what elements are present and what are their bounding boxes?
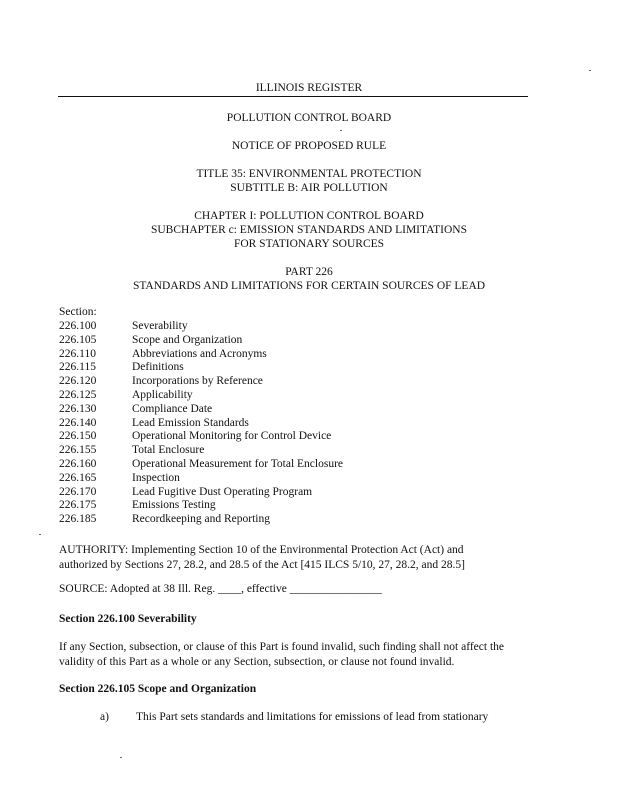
toc-section-title: Lead Emission Standards: [132, 416, 249, 429]
toc-section-number: 226.125: [59, 388, 97, 401]
section-heading: Section 226.100 Severability: [59, 613, 197, 625]
toc-section-title: Operational Measurement for Total Enclosure: [132, 457, 344, 470]
toc-row: [59, 444, 343, 458]
toc-section-title: Compliance Date: [132, 402, 213, 415]
toc-label: Section:: [59, 306, 97, 318]
toc-section-number: 226.150: [59, 430, 97, 443]
register-header: ILLINOIS REGISTER: [255, 82, 363, 94]
board-name: POLLUTION CONTROL BOARD: [226, 112, 392, 124]
toc-row: [59, 513, 343, 527]
toc-section-title: Lead Fugitive Dust Operating Program: [132, 485, 313, 498]
toc-section-number: 226.100: [59, 320, 97, 332]
subsection-text: This Part sets standards and limitations for emissions of lead from stationary: [136, 711, 489, 723]
toc-row: [59, 417, 343, 431]
toc-section-number: 226.115: [59, 361, 96, 374]
part-number: PART 226: [285, 266, 333, 278]
notice-title: NOTICE OF PROPOSED RULE: [231, 140, 387, 152]
source-note: SOURCE: Adopted at 38 Ill. Reg. ____, effective ________________: [59, 583, 382, 595]
subsection-label: a): [100, 711, 109, 723]
toc-row: [59, 458, 343, 472]
toc-section-title: Total Enclosure: [132, 444, 205, 457]
toc-section-number: 226.130: [59, 402, 97, 415]
severability-paragraph: [59, 640, 539, 670]
scan-speck: [120, 757, 122, 758]
toc-section-title: Inspection: [132, 471, 180, 484]
toc-section-title: Abbreviations and Acronyms: [132, 347, 267, 360]
toc-section-title: Severability: [132, 320, 188, 332]
toc-section-title: Operational Monitoring for Control Device: [132, 430, 332, 443]
toc-row: [59, 348, 343, 362]
toc-section-number: 226.170: [59, 485, 97, 498]
toc-row: [59, 375, 343, 389]
toc-row: [59, 486, 343, 500]
chapter-line: CHAPTER I: POLLUTION CONTROL BOARD: [194, 210, 424, 222]
toc-section-number: 226.155: [59, 444, 97, 457]
toc-section-number: 226.120: [59, 375, 97, 388]
toc-section-number: 226.105: [59, 333, 97, 346]
toc-section-number: 226.160: [59, 457, 97, 470]
part-title: STANDARDS AND LIMITATIONS FOR CERTAIN SOURCES OF LEAD: [132, 280, 486, 292]
authority-line: AUTHORITY: Implementing Section 10 of the Environmental Protection Act (Act) and: [59, 544, 464, 556]
toc-section-number: 226.175: [59, 499, 97, 512]
toc-row: [59, 320, 343, 334]
section-heading: Section 226.105 Scope and Organization: [59, 683, 257, 695]
toc-section-title: Scope and Organization: [132, 333, 243, 346]
authority-note: [59, 543, 539, 573]
toc-row: [59, 334, 343, 348]
title-line: TITLE 35: ENVIRONMENTAL PROTECTION: [196, 168, 422, 180]
toc-row: [59, 430, 343, 444]
paragraph-line: validity of this Part as a whole or any Section, subsection, or clause not found invalid.: [59, 656, 455, 668]
toc-row: [59, 403, 343, 417]
subtitle-line: SUBTITLE B: AIR POLLUTION: [230, 182, 388, 194]
subchapter-line: SUBCHAPTER c: EMISSION STANDARDS AND LIMITATIONS: [150, 224, 468, 236]
toc-row: [59, 499, 343, 513]
scan-speck: [589, 70, 591, 71]
scan-speck: [39, 534, 41, 535]
table-of-contents: [59, 320, 343, 527]
toc-section-number: 226.140: [59, 416, 97, 429]
toc-row: [59, 472, 343, 486]
toc-section-title: Definitions: [132, 361, 184, 374]
header-rule: [58, 96, 528, 97]
toc-row: [59, 361, 343, 375]
toc-section-title: Emissions Testing: [132, 499, 216, 512]
toc-row: [59, 389, 343, 403]
toc-section-title: Applicability: [132, 388, 193, 401]
toc-section-number: 226.185: [59, 513, 97, 526]
subsection-a: [100, 711, 530, 723]
toc-section-number: 226.165: [59, 471, 97, 484]
paragraph-line: If any Section, subsection, or clause of this Part is found invalid, such finding shall not affect the: [59, 641, 505, 653]
subchapter-continuation: FOR STATIONARY SOURCES: [233, 238, 385, 250]
toc-section-title: Recordkeeping and Reporting: [132, 513, 270, 526]
authority-line: authorized by Sections 27, 28.2, and 28.5 of the Act [415 ILCS 5/10, 27, 28.2, and 28.5]: [59, 559, 465, 571]
toc-section-number: 226.110: [59, 347, 96, 360]
scan-speck: [340, 130, 342, 131]
toc-section-title: Incorporations by Reference: [132, 375, 263, 388]
